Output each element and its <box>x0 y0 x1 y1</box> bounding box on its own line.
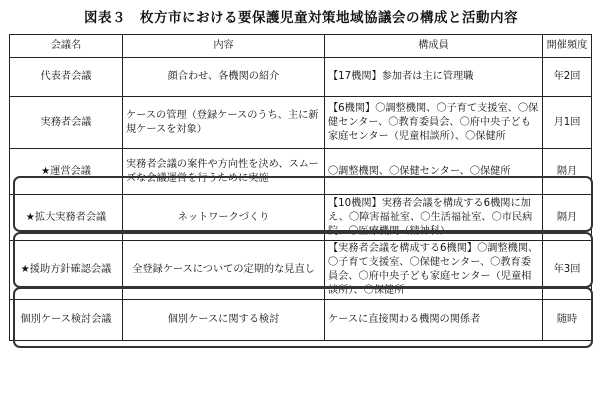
frequency-cell: 年3回 <box>543 241 592 300</box>
meeting-name-cell: 代表者会議 <box>10 58 123 97</box>
meeting-name-cell: 実務者会議 <box>10 97 123 149</box>
content-cell: ケースの管理（登録ケースのうち、主に新規ケースを対象） <box>123 97 325 149</box>
frequency-cell: 随時 <box>543 300 592 341</box>
members-cell: 【10機関】実務者会議を構成する6機関に加え、〇障害福祉室、〇生活福祉室、〇市民病院、〇医療機関（精神科） <box>325 195 543 241</box>
table-row <box>10 149 592 195</box>
header-content: 内容 <box>123 35 325 58</box>
members-cell: 〇調整機関、〇保健センター、〇保健所 <box>325 149 543 195</box>
content-cell: 実務者会議の案件や方向性を決め、スムーズな会議運営を行うために実施 <box>123 149 325 195</box>
meeting-name-cell: 個別ケース検討会議 <box>10 300 123 341</box>
frequency-cell: 隔月 <box>543 195 592 241</box>
frequency-cell: 月1回 <box>543 97 592 149</box>
content-cell: ネットワークづくり <box>123 195 325 241</box>
content-cell: 全登録ケースについての定期的な見直し <box>123 241 325 300</box>
frequency-cell: 隔月 <box>543 149 592 195</box>
header-frequency: 開催頻度 <box>543 35 592 58</box>
table-row <box>10 241 592 300</box>
figure-title: 図表３ 枚方市における要保護児童対策地域協議会の構成と活動内容 <box>84 10 518 26</box>
members-cell: ケースに直接関わる機関の関係者 <box>325 300 543 341</box>
header-members: 構成員 <box>325 35 543 58</box>
table-row <box>10 195 592 241</box>
meeting-name-cell: ★運営会議 <box>10 149 123 195</box>
table-row <box>10 300 592 341</box>
meeting-name-cell: ★拡大実務者会議 <box>10 195 123 241</box>
council-structure-table <box>9 34 592 341</box>
members-cell: 【6機関】〇調整機関、〇子育て支援室、〇保健センター、〇教育委員会、〇府中央子ども家庭センター（児童相談所）、〇保健所 <box>325 97 543 149</box>
members-cell: 【実務者会議を構成する6機関】〇調整機関、〇子育て支援室、〇保健センター、〇教育委員会、〇府中央子ども家庭センター（児童相談所）、〇保健所 <box>325 241 543 300</box>
content-cell: 顔合わせ、各機関の紹介 <box>123 58 325 97</box>
frequency-cell: 年2回 <box>543 58 592 97</box>
members-cell: 【17機関】参加者は主に管理職 <box>325 58 543 97</box>
content-cell: 個別ケースに関する検討 <box>123 300 325 341</box>
table-row <box>10 58 592 97</box>
table-row <box>10 97 592 149</box>
table-header-row <box>10 35 592 58</box>
meeting-name-cell: ★援助方針確認会議 <box>10 241 123 300</box>
header-meeting-name: 会議名 <box>10 35 123 58</box>
